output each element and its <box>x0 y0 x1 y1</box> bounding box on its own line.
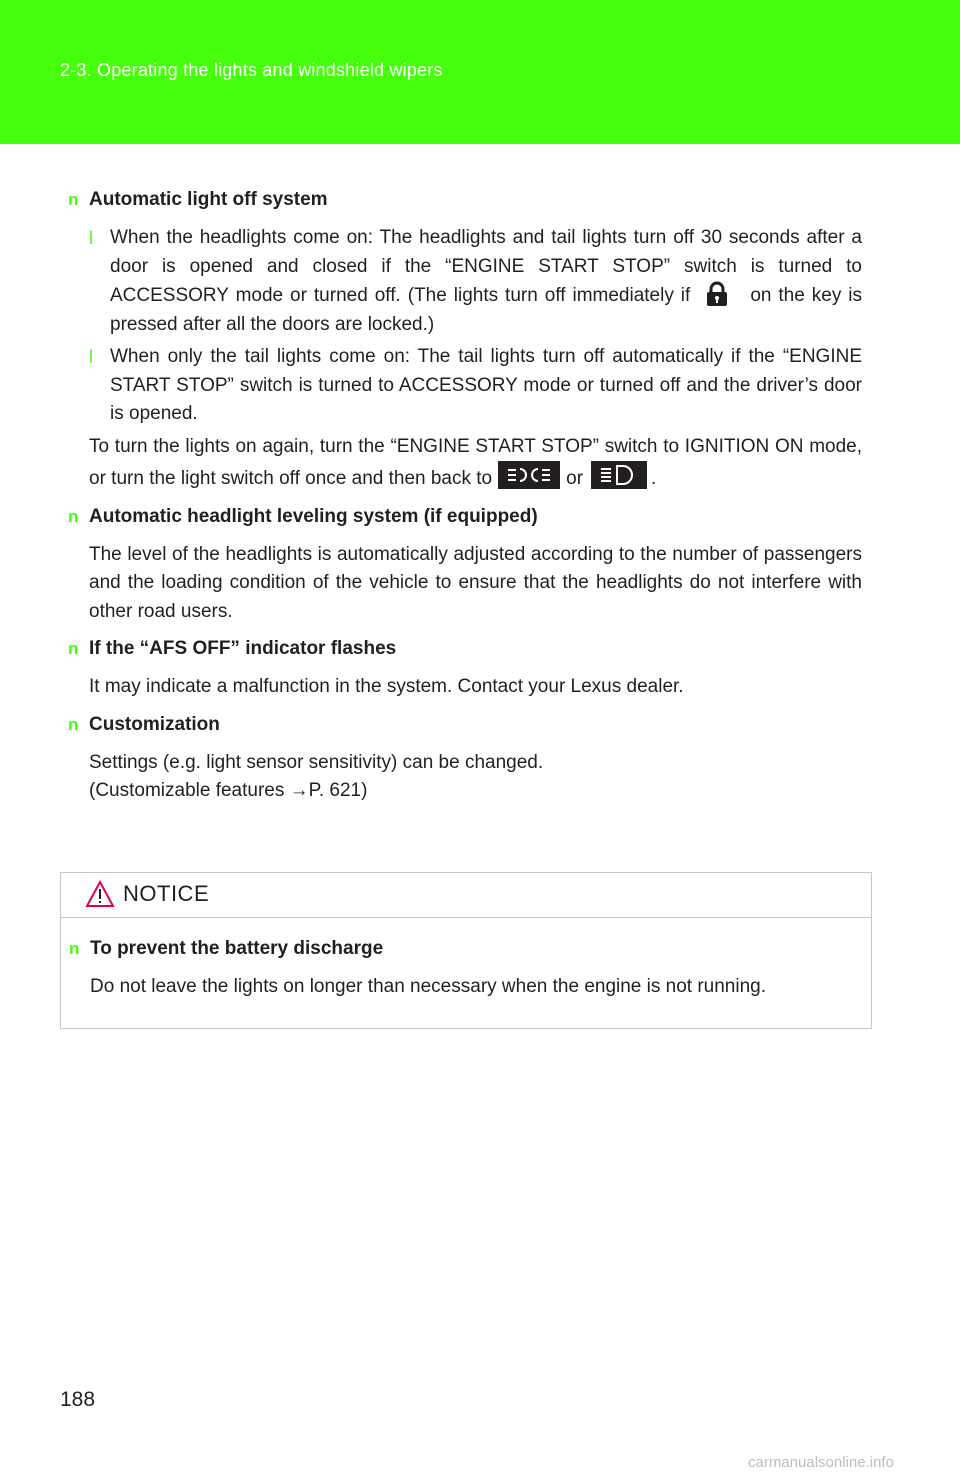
paragraph-text: To turn the lights on again, turn the “ENGINE START STOP” switch to IGNITION ON mode, or turn the light switch off once and then back to <box>89 435 862 489</box>
notice-heading <box>69 935 859 963</box>
bullet-marker: l <box>89 347 93 367</box>
bullet-marker: n <box>69 939 80 958</box>
paragraph <box>68 433 862 494</box>
headlight-icon <box>591 461 647 489</box>
heading-text: To prevent the battery discharge <box>90 938 384 959</box>
page-number: 188 <box>60 1388 96 1411</box>
section-automatic-light-off <box>68 186 862 494</box>
tail-light-icon <box>498 461 560 489</box>
bullet-marker: l <box>89 228 93 248</box>
bullet-marker: n <box>68 506 79 526</box>
heading-text: Automatic light off system <box>89 189 328 210</box>
heading-text: Customization <box>89 713 220 735</box>
notice-body <box>69 935 859 1011</box>
section-headlight-leveling <box>68 503 862 627</box>
page-header <box>0 0 960 144</box>
section-customization <box>68 711 862 806</box>
bullet-marker: n <box>68 639 79 658</box>
section-heading <box>68 186 862 214</box>
section-heading <box>68 635 862 663</box>
bullet-marker: n <box>68 714 79 734</box>
warning-triangle-icon <box>85 880 115 913</box>
item-text: When the headlights come on: The headlights and tail lights turn off 30 seconds after a door is opened and closed if the “ENGINE START STOP” switch is turned to ACCESSORY mode or turned off. (The lights turn off immediately if <box>110 227 862 306</box>
heading-text: If the “AFS OFF” indicator flashes <box>89 638 397 659</box>
item-text: on the key is pressed after all the doors are locked.) <box>110 285 863 335</box>
lock-icon <box>704 281 730 307</box>
notice-text: Do not leave the lights on longer than necessary when the engine is not running. <box>90 976 767 997</box>
paragraph <box>68 749 862 806</box>
page-reference: (Customizable features →P. 621) <box>89 780 368 801</box>
notice-title: NOTICE <box>123 881 210 906</box>
section-heading <box>68 503 862 531</box>
watermark: carmanualsonline.info <box>748 1454 894 1471</box>
paragraph: The level of the headlights is automatically adjusted according to the number of passengers and the loading condition of the vehicle to ensure that the headlights do not interfere with other road users. <box>89 543 862 622</box>
period-text: . <box>651 468 657 489</box>
list-item <box>68 343 862 429</box>
section-afs-off <box>68 635 862 702</box>
item-text: When only the tail lights come on: The tail lights turn off automatically if the “ENGINE START STOP” switch is turned to ACCESSORY mode or turned off and the driver’s door is opened. <box>110 346 862 424</box>
or-text: or <box>566 468 584 489</box>
notice-header <box>61 873 871 918</box>
list-item <box>68 224 862 339</box>
notice-box <box>60 872 872 1029</box>
heading-text: Automatic headlight leveling system (if equipped) <box>89 505 538 527</box>
section-heading <box>68 711 862 739</box>
section-title: 2-3. Operating the lights and windshield wipers <box>60 60 443 80</box>
bullet-marker: n <box>68 190 79 209</box>
paragraph-line: Settings (e.g. light sensor sensitivity) can be changed. <box>89 751 544 773</box>
paragraph: It may indicate a malfunction in the system. Contact your Lexus dealer. <box>89 676 684 697</box>
main-content <box>68 186 862 815</box>
